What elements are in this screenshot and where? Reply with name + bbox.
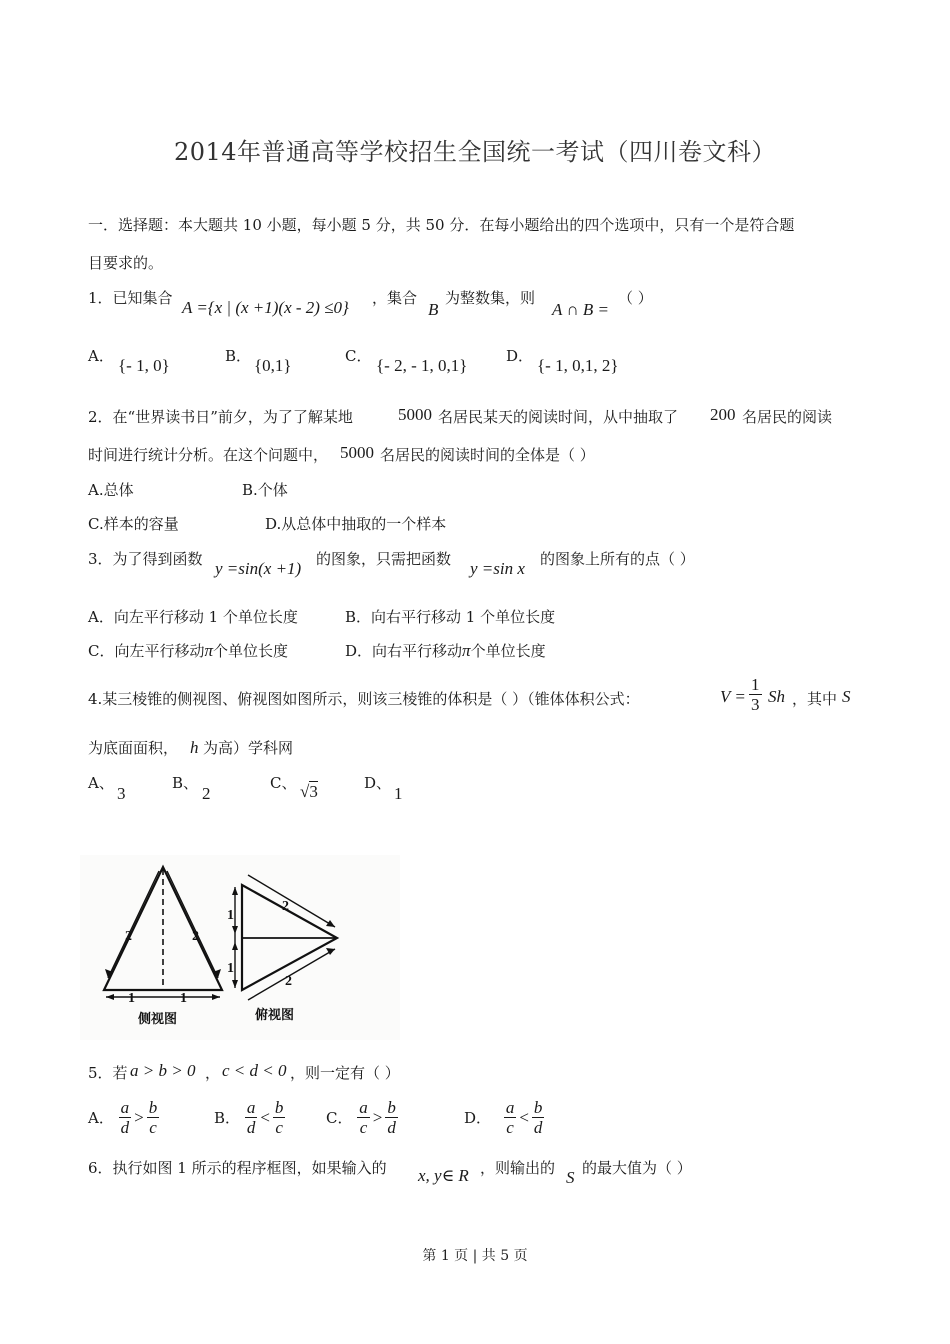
q5-option-c: C． $\frac{a}{c}$ > $\frac{b}{d}$ — [326, 1098, 396, 1137]
q4-option-d-value: 1 — [394, 784, 403, 803]
q4-option-c-value: √3 — [300, 782, 318, 801]
q2-line2-b: 名居民的阅读时间的全体是（ ） — [380, 446, 595, 464]
q1-option-d-value: {- 1, 0,1, 2} — [537, 356, 619, 375]
q4-line2-a: 为底面面积， — [88, 739, 179, 757]
fraction: $\frac{b}{c}$ — [274, 1098, 284, 1137]
q1-mid1: ，集合 — [372, 289, 418, 307]
figure-background — [80, 855, 400, 1040]
fraction: $\frac{a}{d}$ — [120, 1098, 130, 1137]
q1-answer-bracket: （ ） — [618, 289, 653, 307]
edge-label-right: 2 — [192, 929, 199, 944]
fraction-denominator: 3 — [751, 695, 760, 714]
q5-condition-2: c < d < 0 — [222, 1061, 287, 1080]
q4-line1-a: 4.某三棱锥的侧视图、俯视图如图所示，则该三棱锥的体积是（ ）（锥体体积公式： — [88, 690, 640, 708]
q6-suffix: 的最大值为（ ） — [582, 1159, 692, 1177]
pi-symbol: π — [204, 641, 214, 660]
page-footer: 第 1 页 | 共 5 页 — [422, 1248, 528, 1264]
q1-set-a: A ={x | (x +1)(x - 2) ≤0} — [182, 298, 349, 317]
q3-option-d-text: D．向右平行移动 — [345, 642, 463, 660]
fraction: $\frac{a}{c}$ — [505, 1098, 515, 1137]
section-instructions-line2: 目要求的。 — [88, 254, 164, 272]
edge-label-left: 2 — [125, 929, 132, 944]
side-view-label: 侧视图 — [138, 1012, 178, 1027]
q3-option-c-unit: 个单位长度 — [213, 642, 289, 660]
q3-suffix: 的图象上所有的点（ ） — [540, 550, 695, 568]
q4-option-c-label: C、 — [270, 774, 297, 792]
q1-prefix: 1．已知集合 — [88, 289, 173, 307]
fraction: $\frac{b}{d}$ — [533, 1098, 543, 1137]
q3-option-a: A．向左平行移动 1 个单位长度 — [88, 608, 298, 626]
q2-line1-c: 名居民的阅读 — [742, 408, 833, 426]
q3-option-d — [345, 640, 546, 661]
q3-function-2: y =sin x — [470, 559, 525, 578]
fraction: $\frac{a}{d}$ — [246, 1098, 256, 1137]
q6-prefix: 6．执行如图 1 所示的程序框图，如果输入的 — [88, 1159, 387, 1177]
sqrt-icon: √ — [300, 782, 310, 801]
q4-option-a-label: A、 — [88, 774, 114, 792]
q2-number-5000-b: 5000 — [340, 443, 374, 462]
q1-option-b-label: B． — [225, 347, 252, 365]
q4-h-var: h — [190, 738, 199, 757]
q4-volume-v: V = — [720, 687, 746, 706]
q3-prefix: 3．为了得到函数 — [88, 550, 203, 568]
q3-function-1: y =sin(x +1) — [215, 559, 302, 578]
fraction: $\frac{b}{d}$ — [387, 1098, 396, 1137]
q4-option-b-label: B、 — [172, 774, 199, 792]
q1-option-a-label: A． — [88, 347, 114, 365]
q3-option-d-unit: 个单位长度 — [470, 642, 546, 660]
q6-s-var: S — [566, 1168, 575, 1187]
q3-option-b: B．向右平行移动 1 个单位长度 — [345, 608, 556, 626]
q1-option-a-value: {- 1, 0} — [118, 356, 170, 375]
q5-option-a: A． $\frac{a}{d}$ > $\frac{b}{c}$ — [88, 1098, 158, 1137]
q4-option-b-value: 2 — [202, 784, 211, 803]
q1-set-b: B — [428, 300, 439, 319]
q1-expression: A ∩ B = — [552, 300, 609, 319]
q6-mid: ，则输出的 — [480, 1159, 556, 1177]
edge-label-base-right: 1 — [180, 991, 187, 1006]
edge-label-top-upper: 1 — [227, 908, 234, 923]
q4-sh: Sh — [768, 687, 785, 706]
section-instructions-line1: 一．选择题：本大题共 10 小题，每小题 5 分，共 50 分．在每小题给出的四个选项中，只有一个是符合题 — [88, 216, 795, 234]
q1-option-c-label: C． — [345, 347, 372, 365]
q1-option-d-label: D． — [506, 347, 534, 365]
q2-option-d: D.从总体中抽取的一个样本 — [265, 515, 447, 533]
q4-line2-b: 为高）学科网 — [203, 739, 294, 757]
q5-suffix: ，则一定有（ ） — [290, 1064, 400, 1082]
q5-comma: ， — [205, 1064, 221, 1082]
q2-option-b: B.个体 — [242, 481, 288, 499]
q2-number-200: 200 — [710, 405, 736, 424]
q6-variables: x, y∈ R — [418, 1166, 469, 1185]
edge-label-base-left: 1 — [128, 991, 135, 1006]
edge-label-top-lower: 1 — [227, 961, 234, 976]
q2-number-5000: 5000 — [398, 405, 432, 424]
fraction: $\frac{b}{c}$ — [148, 1098, 158, 1137]
q4-fraction-one-third — [749, 675, 762, 714]
q5-condition-1: a > b > 0 — [130, 1061, 196, 1080]
q4-figure — [80, 855, 400, 1040]
q2-line2-a: 时间进行统计分析。在这个问题中， — [88, 446, 329, 464]
q4-option-d-label: D、 — [364, 774, 392, 792]
q4-option-a-value: 3 — [117, 784, 126, 803]
q2-line1-b: 名居民某天的阅读时间，从中抽取了 — [438, 408, 679, 426]
q4-s-var: S — [842, 687, 851, 706]
page-title: 2014年普通高等学校招生全国统一考试（四川卷文科） — [173, 138, 777, 166]
q2-option-c: C.样本的容量 — [88, 515, 179, 533]
edge-label-top-hyp-upper: 2 — [282, 899, 289, 914]
q1-option-c-value: {- 2, - 1, 0,1} — [376, 356, 468, 375]
q2-option-a: A.总体 — [88, 481, 134, 499]
q5-option-b: B． $\frac{a}{d}$ < $\frac{b}{c}$ — [214, 1098, 284, 1137]
q5-prefix: 5．若 — [88, 1064, 128, 1082]
pi-symbol: π — [462, 641, 471, 660]
q3-option-c-text: C．向左平行移动 — [88, 642, 205, 660]
q3-mid: 的图象，只需把函数 — [316, 550, 452, 568]
q2-line1-a: 2．在“世界读书日”前夕，为了了解某地 — [88, 408, 353, 426]
q4-line1-b: ，其中 — [792, 690, 838, 708]
q1-option-b-value: {0,1} — [254, 356, 292, 375]
fraction: $\frac{a}{c}$ — [359, 1098, 368, 1137]
q5-option-d: D． $\frac{a}{c}$ < $\frac{b}{d}$ — [464, 1098, 543, 1137]
top-view-label: 俯视图 — [255, 1008, 295, 1023]
q1-mid2: 为整数集，则 — [445, 289, 536, 307]
fraction-numerator: 1 — [751, 675, 760, 694]
q3-option-c — [88, 640, 288, 661]
edge-label-top-hyp-lower: 2 — [285, 974, 292, 989]
